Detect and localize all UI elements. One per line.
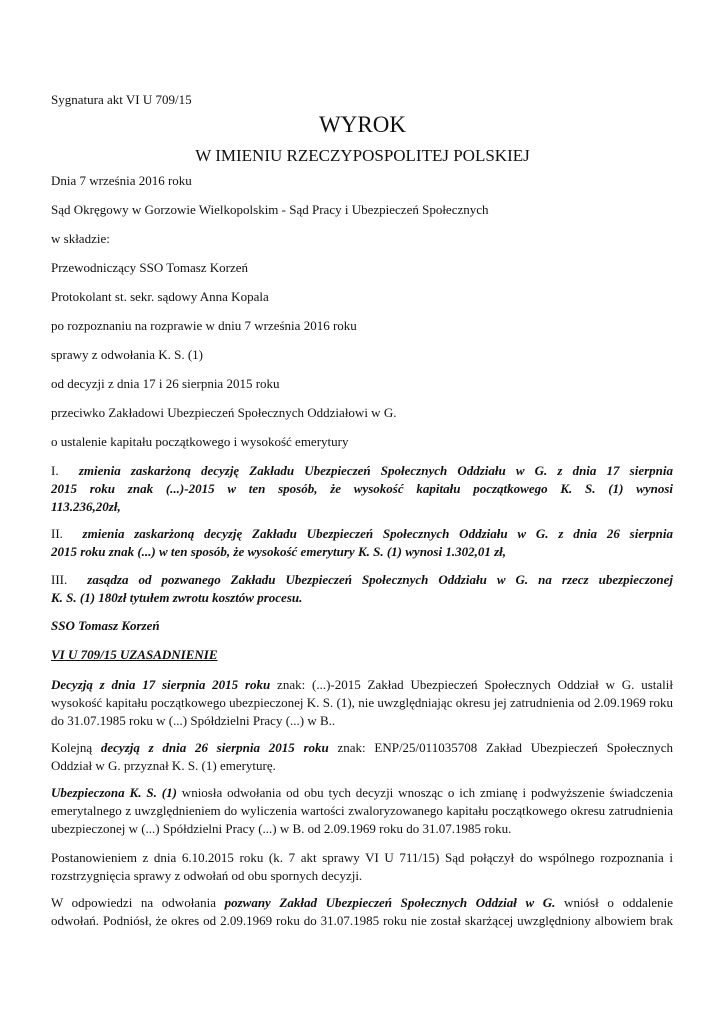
verdict-point-text: zasądza od pozwanego Zakładu Ubezpieczeń Społecznych Oddziału w G. na rzecz ubezpieczonej (87, 572, 673, 587)
case-appeal: sprawy z odwołania K. S. (1) (51, 347, 203, 362)
court-name: Sąd Okręgowy w Gorzowie Wielkopolskim - Sąd Pracy i Ubezpieczeń Społecznych (51, 202, 489, 217)
paragraph-text: wniósł o oddalenie (555, 895, 673, 910)
court-clerk: Protokolant st. sekr. sądowy Anna Kopala (51, 289, 269, 304)
case-subject: o ustalenie kapitału początkowego i wysokość emerytury (51, 434, 349, 449)
appealed-decisions: od decyzji z dnia 17 i 26 sierpnia 2015 roku (51, 376, 280, 391)
paragraph-text: do 31.07.1985 roku w (...) Spółdzielni Pracy (...) w B.. (51, 713, 336, 728)
verdict-point-text: 2015 roku znak (...) w ten sposób, że wysokość emerytury K. S. (1) wynosi 1.302,01 zł, (51, 544, 507, 559)
paragraph-text: znak: (...)-2015 Zakład Ubezpieczeń Społecznych Oddział w G. ustalił (270, 677, 673, 692)
verdict-point-text: 113.236,20zł, (51, 499, 121, 514)
verdict-point-2 (51, 525, 673, 561)
presiding-judge: Przewodniczący SSO Tomasz Korzeń (51, 260, 249, 275)
verdict-point-text: zmienia zaskarżoną decyzję Zakładu Ubezpieczeń Społecznych Oddziału w G. z dnia 26 sierpnia (82, 526, 673, 541)
defendant: przeciwko Zakładowi Ubezpieczeń Społecznych Oddziałowi w G. (51, 405, 397, 420)
emphasis: Decyzją z dnia 17 sierpnia 2015 roku (51, 677, 271, 692)
emphasis: Ubezpieczona K. S. (1) (51, 785, 177, 800)
justification-paragraph-1 (51, 676, 673, 730)
verdict-point-text: zmienia zaskarżoną decyzję Zakładu Ubezpieczeń Społecznych Oddziału w G. z dnia 17 sierpnia (78, 463, 674, 478)
case-signature: Sygnatura akt VI U 709/15 (51, 92, 192, 107)
justification-heading: VI U 709/15 UZASADNIENIE (51, 647, 218, 662)
paragraph-text: ubezpieczonej w (...) Spółdzielni Pracy (...) w B. od 2.09.1969 roku do 31.07.1985 roku. (51, 821, 512, 836)
verdict-point-3 (51, 571, 673, 607)
paragraph-text: Oddział w G. przyznał K. S. (1) emeryturę. (51, 758, 276, 773)
verdict-title: WYROK (319, 112, 406, 137)
paragraph-text: rozstrzygnięcia sprawy z odwołań od obu spornych decyzji. (51, 868, 363, 883)
hearing-date: po rozpoznaniu na rozprawie w dniu 7 września 2016 roku (51, 318, 357, 333)
paragraph-text: Kolejną (51, 740, 101, 755)
paragraph-text: W odpowiedzi na odwołania (51, 895, 225, 910)
verdict-point-text: 2015 roku znak (...)-2015 w ten sposób, że wysokość kapitału początkowego K. S. (1) wynosi (51, 481, 673, 496)
paragraph-text: wysokość kapitału początkowego ubezpieczonej K. S. (1), nie uwzględniając okresu jej zatrudnienia od 2.09.1969 roku (51, 695, 673, 710)
point-number: III. (51, 572, 68, 587)
paragraph-text: emerytalnego z uwzględnieniem do wyliczenia wartości zwaloryzowanego kapitału początkowego okresu zatrudnienia (51, 803, 673, 818)
paragraph-text: znak: ENP/25/011035708 Zakład Ubezpieczeń Społecznych (328, 740, 674, 755)
point-number: I. (51, 463, 59, 478)
paragraph-text: wniosła odwołania od obu tych decyzji wnosząc o ich zmianę i podwyższenie świadczenia (176, 785, 674, 800)
judge-signature: SSO Tomasz Korzeń (51, 618, 160, 633)
emphasis: decyzją z dnia 26 sierpnia 2015 roku (100, 740, 329, 755)
justification-paragraph-2 (51, 739, 673, 775)
composition-label: w składzie: (51, 231, 110, 246)
point-number: II. (51, 526, 63, 541)
verdict-subtitle: W IMIENIU RZECZYPOSPOLITEJ POLSKIEJ (195, 146, 530, 165)
justification-paragraph-4 (51, 849, 673, 885)
paragraph-text: Postanowieniem z dnia 6.10.2015 roku (k. 7 akt sprawy VI U 711/15) Sąd połączył do wspólnego rozpoznania i (51, 850, 673, 865)
justification-paragraph-5 (51, 894, 673, 930)
emphasis: pozwany Zakład Ubezpieczeń Społecznych Oddział w G. (224, 895, 556, 910)
justification-paragraph-3 (51, 784, 673, 838)
verdict-date: Dnia 7 września 2016 roku (51, 173, 192, 188)
verdict-point-text: K. S. (1) 180zł tytułem zwrotu kosztów procesu. (51, 590, 303, 605)
verdict-point-1 (51, 462, 673, 516)
paragraph-text: odwołań. Podniósł, że okres od 2.09.1969 roku do 31.07.1985 roku nie został skarżącej uwzględniony albowiem brak (51, 913, 673, 928)
